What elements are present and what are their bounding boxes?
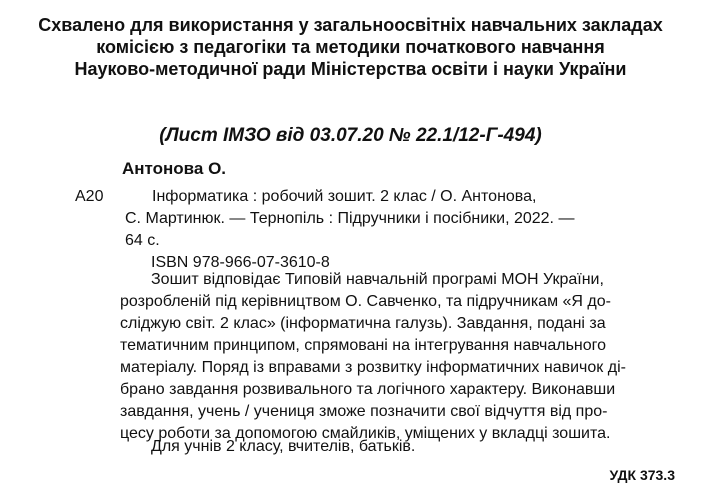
annotation-line: брано завдання розвивального та логічного характеру. Виконавши (120, 381, 616, 398)
annotation-line: Зошит відповідає Типовій навчальній програмі МОН України, (151, 271, 604, 288)
annotation-line: цесу роботи за допомогою смайликів, уміщених у вкладці зошита. (120, 425, 611, 442)
bibliographic-line: С. Мартинюк. — Тернопіль : Підручники і посібники, 2022. — (125, 210, 575, 227)
bibliographic-line: Інформатика : робочий зошит. 2 клас / О. Антонова, (152, 188, 537, 205)
catalog-code: А20 (75, 188, 104, 205)
annotation-line: сліджую світ. 2 клас» (інформатична галузь). Завдання, подані за (120, 315, 606, 332)
author-heading: Антонова О. (122, 159, 227, 178)
target-audience: Для учнів 2 класу, вчителів, батьків. (151, 438, 416, 455)
annotation-line: розробленій під керівництвом О. Савченко, та підручникам «Я до- (120, 293, 611, 310)
annotation-line: завдання, учень / учениця зможе позначити свої відчуття від про- (120, 403, 608, 420)
approval-line: Схвалено для використання у загальноосвітніх навчальних закладах (38, 15, 663, 35)
approval-line: Науково-методичної ради Міністерства освіти і науки України (74, 59, 627, 79)
approval-statement (0, 14, 701, 80)
ministry-letter-reference: (Лист ІМЗО від 03.07.20 № 22.1/12-Г-494) (159, 125, 542, 146)
udc-code: УДК 373.3 (609, 467, 675, 483)
annotation-line: тематичним принципом, спрямовані на інтегрування навчального (120, 337, 607, 354)
bibliographic-line: 64 с. (125, 232, 160, 249)
bibliographic-description (125, 186, 665, 252)
approval-line: комісією з педагогіки та методики початкового навчання (96, 37, 605, 57)
isbn: ISBN 978-966-07-3610-8 (151, 254, 330, 271)
annotation-line: матеріалу. Поряд із вправами з розвитку інформатичних навичок ді- (120, 359, 626, 376)
annotation (120, 269, 660, 445)
